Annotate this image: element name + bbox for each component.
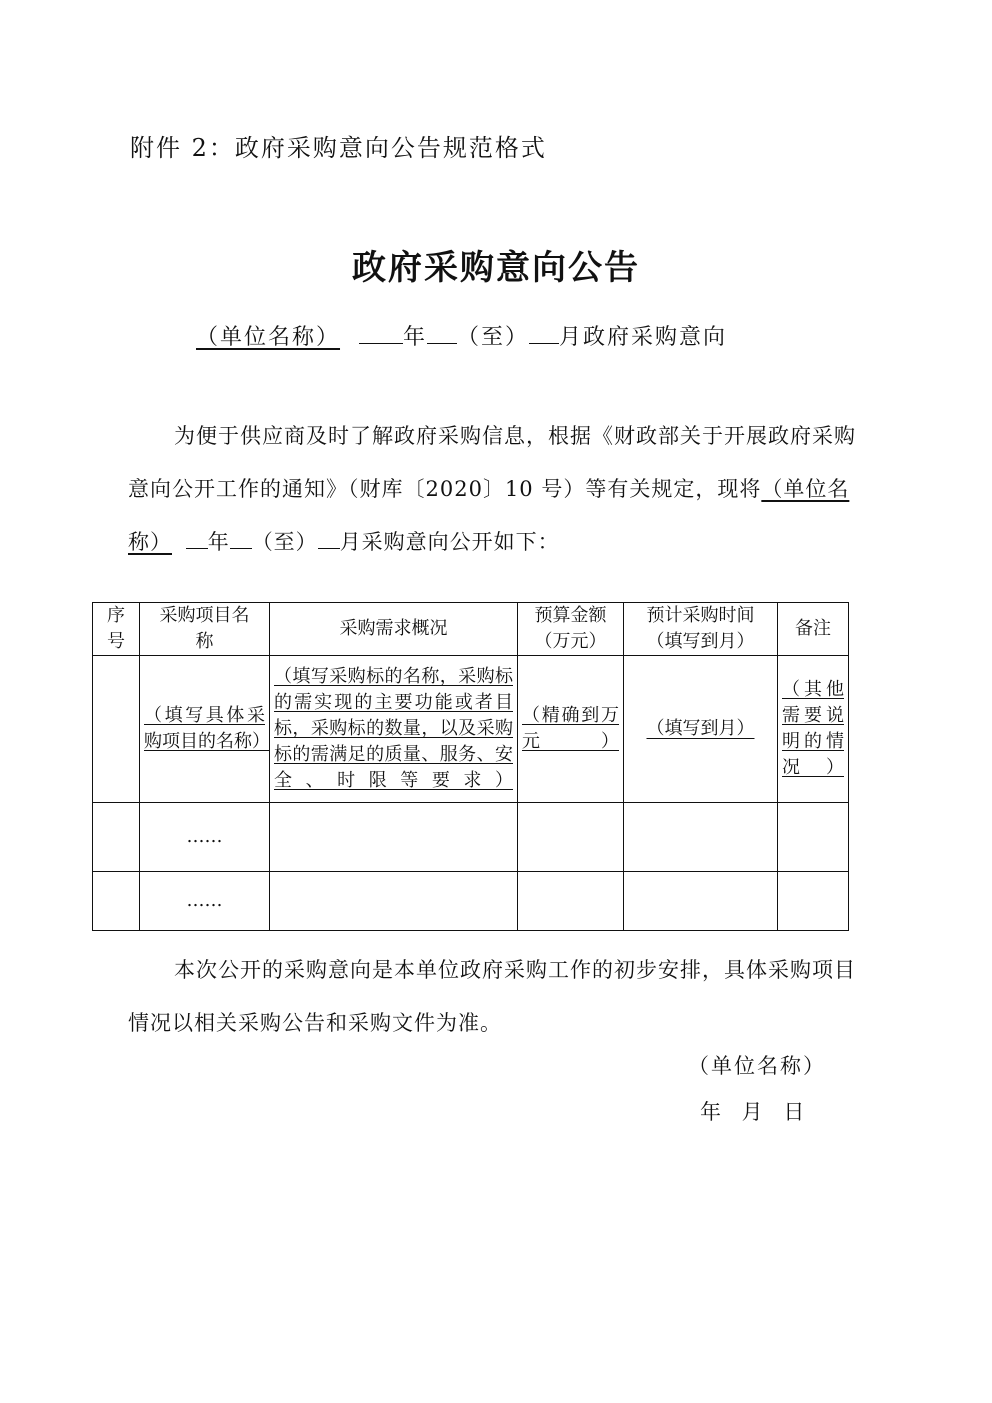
ellipsis-cell[interactable]: …… (140, 803, 270, 872)
header-project-name: 采购项目名称 (140, 603, 270, 656)
year-blank[interactable] (359, 321, 403, 344)
empty-cell[interactable] (778, 803, 849, 872)
intro-month-from-blank[interactable] (230, 527, 252, 549)
fill-project-name: （填写具体采购项目的名称） (144, 705, 270, 752)
signature-date: 年 月 日 (700, 1100, 805, 1124)
intro-text-before: 为便于供应商及时了解政府采购信息，根据《财政部关于开展政府采购意向公开工作的通知》（财库〔2020〕10 号）等有关规定，现将 (128, 424, 856, 501)
intro-year: 年 (207, 530, 230, 554)
closing-text: 本次公开的采购意向是本单位政府采购工作的初步安排，具体采购项目情况以相关采购公告和采购文件为准。 (128, 958, 856, 1035)
empty-cell[interactable] (518, 872, 624, 931)
intro-text-after: 月采购意向公开如下： (339, 530, 560, 554)
fill-remark: （其他需要说明的情况） (782, 679, 844, 778)
intro-month-to-blank[interactable] (318, 527, 340, 549)
intro-unit: （单位名称） (128, 477, 850, 554)
empty-cell[interactable] (778, 872, 849, 931)
page-title: 政府采购意向公告 (352, 248, 640, 288)
fill-requirement-cell[interactable] (270, 656, 518, 803)
intro-year-blank[interactable] (186, 527, 208, 549)
intro-to: （至） (251, 530, 318, 554)
subtitle-to: （至） (457, 325, 530, 350)
header-time: 预计采购时间（填写到月） (624, 603, 778, 656)
header-budget: 预算金额（万元） (518, 603, 624, 656)
fill-budget-cell[interactable] (518, 656, 624, 803)
procurement-table (92, 602, 849, 931)
subtitle-suffix: 月政府采购意向 (559, 325, 728, 350)
subtitle-year: 年 (403, 325, 428, 350)
ellipsis-cell[interactable]: …… (140, 872, 270, 931)
table-row (93, 656, 849, 803)
month-from-blank[interactable] (427, 321, 457, 344)
intro-paragraph (128, 410, 870, 569)
month-to-blank[interactable] (529, 321, 559, 344)
table-header-row (93, 603, 849, 656)
empty-cell[interactable] (270, 803, 518, 872)
row-index-cell[interactable] (93, 872, 140, 931)
fill-project-name-cell[interactable] (140, 656, 270, 803)
empty-cell[interactable] (624, 803, 778, 872)
row-index-cell[interactable] (93, 803, 140, 872)
attachment-label: 附件 2：政府采购意向公告规范格式 (130, 134, 547, 162)
signature-unit: （单位名称） (688, 1054, 826, 1078)
subtitle (196, 320, 727, 351)
fill-time: （填写到月） (646, 718, 755, 739)
fill-requirement: （填写采购标的名称，采购标的需实现的主要功能或者目标，采购标的数量，以及采购标的需满足的质量、服务、安全、时限等要求） (274, 666, 513, 791)
table-row (93, 803, 849, 872)
table-row (93, 872, 849, 931)
fill-time-cell[interactable] (624, 656, 778, 803)
closing-paragraph (128, 944, 870, 1050)
empty-cell[interactable] (270, 872, 518, 931)
fill-index-cell[interactable] (93, 656, 140, 803)
header-requirement: 采购需求概况 (270, 603, 518, 656)
fill-remark-cell[interactable] (778, 656, 849, 803)
header-index: 序号 (93, 603, 140, 656)
subtitle-unit: （单位名称） (196, 325, 341, 350)
empty-cell[interactable] (624, 872, 778, 931)
fill-budget: （精确到万元） (522, 705, 619, 752)
empty-cell[interactable] (518, 803, 624, 872)
header-remark: 备注 (778, 603, 849, 656)
